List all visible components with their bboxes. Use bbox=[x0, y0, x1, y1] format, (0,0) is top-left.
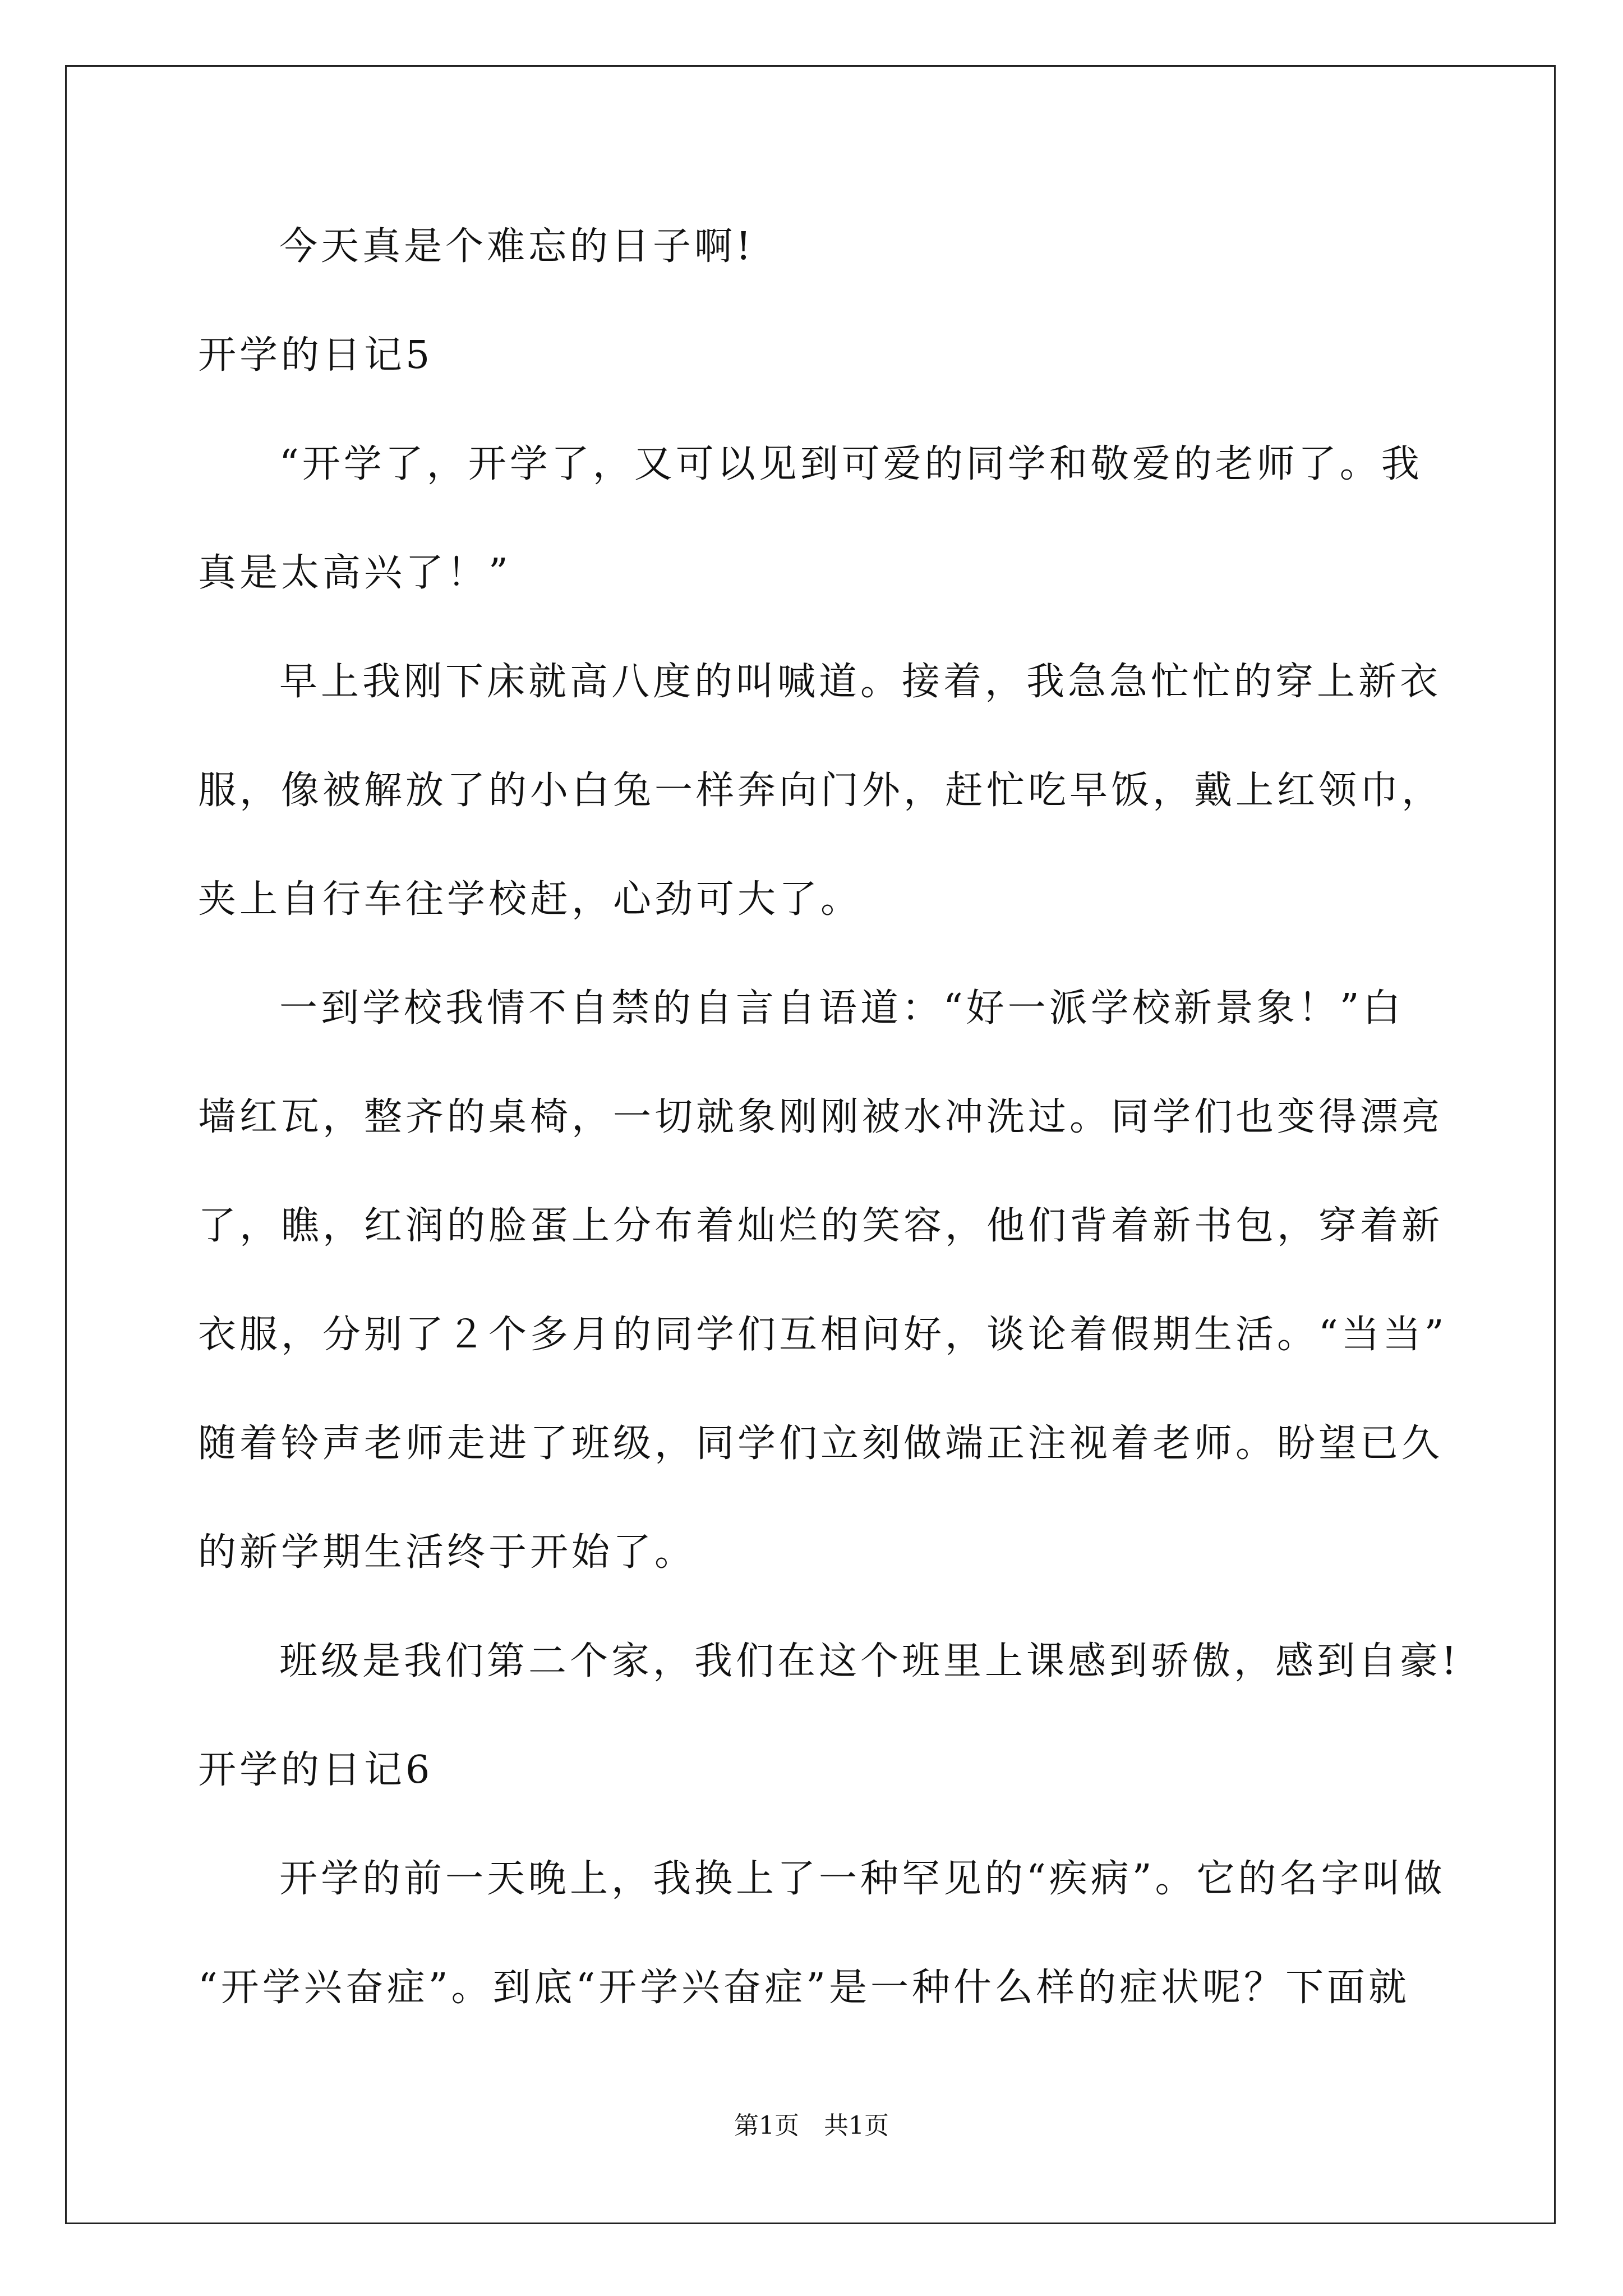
text-line: 真是太高兴了！” bbox=[198, 551, 511, 595]
text-line: 班级是我们第二个家，我们在这个班里上课感到骄傲，感到自豪! bbox=[279, 1639, 1460, 1683]
section-heading: 开学的日记5 bbox=[198, 333, 434, 378]
text-line: 了，瞧，红润的脸蛋上分布着灿烂的笑容，他们背着新书包，穿着新 bbox=[198, 1204, 1444, 1248]
text-line: 夹上自行车往学校赶，心劲可大了。 bbox=[198, 877, 863, 922]
text-line: 开学的前一天晚上，我换上了一种罕见的“疾病”。它的名字叫做 bbox=[279, 1857, 1446, 1901]
text-line: 墙红瓦，整齐的桌椅，一切就象刚刚被水冲洗过。同学们也变得漂亮 bbox=[198, 1095, 1444, 1139]
text-line: 的新学期生活终于开始了。 bbox=[198, 1530, 697, 1575]
text-line: 今天真是个难忘的日子啊! bbox=[279, 224, 755, 269]
document-body bbox=[198, 219, 1460, 2069]
text-line: 一到学校我情不自禁的自言自语道：“好一派学校新景象！”白 bbox=[279, 986, 1404, 1030]
section-heading: 开学的日记6 bbox=[198, 1748, 434, 1792]
text-line: 随着铃声老师走进了班级，同学们立刻做端正注视着老师。盼望已久 bbox=[198, 1421, 1444, 1466]
text-line: “开学了，开学了，又可以见到可爱的同学和敬爱的老师了。我 bbox=[279, 442, 1423, 486]
text-line: 服，像被解放了的小白兔一样奔向门外，赶忙吃早饭，戴上红领巾， bbox=[198, 769, 1444, 813]
text-line: 衣服，分别了２个多月的同学们互相问好，谈论着假期生活。“当当” bbox=[198, 1313, 1447, 1357]
text-line: 早上我刚下床就高八度的叫喊道。接着，我急急忙忙的穿上新衣 bbox=[279, 660, 1442, 704]
text-line: “开学兴奋症”。到底“开学兴奋症”是一种什么样的症状呢？下面就 bbox=[198, 1966, 1410, 2010]
page-number-footer: 第1页 共1页 bbox=[734, 2111, 889, 2140]
